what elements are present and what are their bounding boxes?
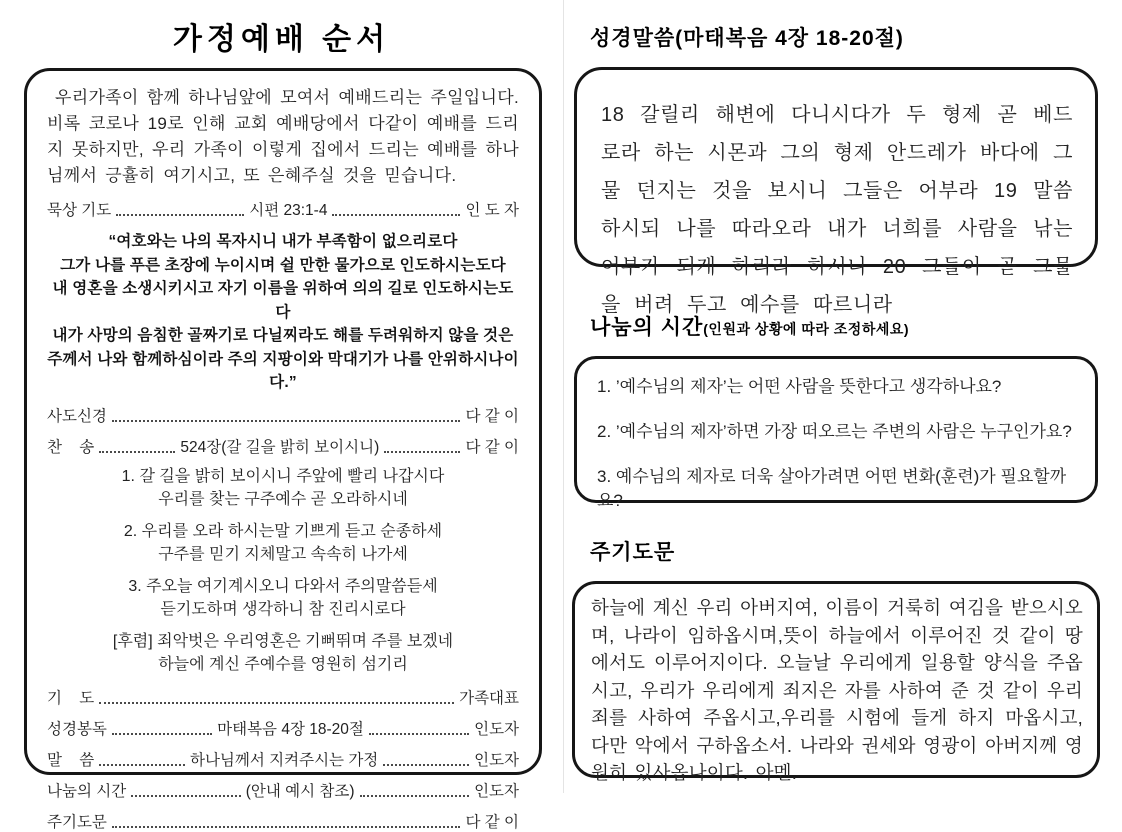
question-item: 1. ’예수님의 제자’는 어떤 사람을 뜻한다고 생각하나요? xyxy=(597,377,1002,396)
psalm-line: 주께서 나와 함께하심이라 주의 지팡이와 막대기가 나를 안위하시나이다.” xyxy=(47,350,519,391)
dot-leader xyxy=(131,795,241,797)
order-line-lords-prayer xyxy=(47,810,519,832)
order-label: 사도신경 xyxy=(47,407,107,425)
dot-leader xyxy=(332,214,460,216)
scripture-text: 18 갈릴리 해변에 다니시다가 두 형제 곧 베드로라 하는 시몬과 그의 형제 안드레가 바다에 그물 던지는 것을 보시니 그들은 어부라 19 말씀하시되 나를 따라오라 내가 너희를 사람을 낚는 어부가 되게 하리라 하시니 20 그들이 곧 그물을 버려 두고 예수를 따르니라 xyxy=(601,104,1073,316)
order-label: 찬 송 xyxy=(47,438,95,456)
hymn-line: 1. 갈 길을 밝히 보이시니 주앞에 빨리 나갑시다 xyxy=(121,467,445,485)
dot-leader xyxy=(384,451,460,453)
order-performer: 가족대표 xyxy=(459,689,519,707)
dot-leader xyxy=(99,451,175,453)
intro-paragraph: 우리가족이 함께 하나님앞에 모여서 예배드리는 주일입니다. 비록 코로나 19로 인해 교회 예배당에서 다같이 예배를 드리지 못하지만, 우리 가족이 이렇게 집에서 드리는 예배를 하나님께서 긍휼히 여기시고, 또 은혜주실 것을 믿습니다. xyxy=(47,88,519,185)
sharing-title: 나눔의 시간 xyxy=(590,316,704,339)
psalm-quote xyxy=(47,230,519,395)
order-performer: 다 같 이 xyxy=(465,438,519,456)
dot-leader xyxy=(383,764,469,766)
order-detail: (안내 예시 참조) xyxy=(245,782,355,800)
hymn-line: 구주를 믿기 지체말고 속속히 나가세 xyxy=(158,546,408,563)
order-detail: 524장(갈 길을 밝히 보이시니) xyxy=(180,438,380,456)
dot-leader xyxy=(360,795,470,797)
dot-leader xyxy=(112,420,461,422)
order-line-reading xyxy=(47,717,519,739)
hymn-line: 3. 주오늘 여기계시오니 다와서 주의말씀듣세 xyxy=(128,577,438,595)
hymn-refrain xyxy=(47,630,519,677)
prayer-text: 하늘에 계신 우리 아버지여, 이름이 거룩히 여김을 받으시오며, 나라이 임하옵시며,뜻이 하늘에서 이루어진 것 같이 땅에서도 이루어지이다. 오늘날 우리에게 일용할 양식을 주옵시고, 우리가 우리에게 죄지은 자를 사하여 준 것 같이 우리 죄를 사하여 주옵시고,우리를 시험에 들게 하지 마옵시고, 다만 악에서 구하옵소서. 나라와 권세와 영광이 아버지께 영원히 있사옵나이다. 아멘. xyxy=(591,597,1083,783)
order-performer: 인 도 자 xyxy=(465,202,520,219)
order-label: 성경봉독 xyxy=(47,720,107,738)
order-label: 기 도 xyxy=(47,689,95,707)
worship-order-box xyxy=(24,68,542,831)
order-label: 묵상 기도 xyxy=(47,202,112,219)
dot-leader xyxy=(369,733,469,735)
sharing-heading xyxy=(590,311,1122,341)
dot-leader xyxy=(116,214,244,216)
order-detail: 시편 23:1-4 xyxy=(249,202,328,219)
hymn-stanza-2 xyxy=(47,520,519,567)
scripture-heading: 성경말씀(마태복음 4장 18-20절) xyxy=(590,27,904,50)
right-page xyxy=(564,0,1122,793)
scripture-box xyxy=(574,67,1098,316)
sharing-subtitle: (인원과 상황에 따라 조정하세요) xyxy=(703,321,910,337)
page-title: 가정예배 순서 xyxy=(172,23,391,56)
order-detail: 마태복음 4장 18-20절 xyxy=(217,720,364,738)
order-performer: 다 같 이 xyxy=(465,813,519,831)
order-label: 나눔의 시간 xyxy=(47,782,127,800)
order-performer: 다 같 이 xyxy=(465,407,519,425)
hymn-line: 듣기도하며 생각하니 참 진리시로다 xyxy=(160,601,406,618)
hymn-stanza-1 xyxy=(47,465,519,512)
dot-leader xyxy=(99,702,454,704)
order-performer: 인도자 xyxy=(474,782,519,800)
order-detail: 하나님께서 지켜주시는 가정 xyxy=(189,751,379,769)
order-label: 말 씀 xyxy=(47,751,95,769)
hymn-line: [후렴] 죄악벗은 우리영혼은 기뻐뛰며 주를 보겠네 xyxy=(112,632,454,650)
order-line-meditation xyxy=(47,198,519,220)
question-item: 2. ’예수님의 제자’하면 가장 떠오르는 주변의 사람은 누구인가요? xyxy=(597,422,1072,441)
dot-leader xyxy=(99,764,185,766)
order-line-creed xyxy=(47,404,519,426)
questions-box xyxy=(574,356,1098,510)
dot-leader xyxy=(112,826,461,828)
dot-leader xyxy=(112,733,212,735)
order-line-sharing xyxy=(47,779,519,801)
order-performer: 인도자 xyxy=(474,751,520,769)
prayer-heading: 주기도문 xyxy=(590,541,676,564)
psalm-line: 내 영혼을 소생시키시고 자기 이름을 위하여 의의 길로 인도하시는도다 xyxy=(52,280,514,321)
prayer-box xyxy=(572,581,1100,783)
order-line-hymn xyxy=(47,435,519,457)
psalm-line: 그가 나를 푸른 초장에 누이시며 쉴 만한 물가으로 인도하시는도다 xyxy=(60,256,506,274)
psalm-line: 내가 사망의 음침한 골짜기로 다닐찌라도 해를 두려워하지 않을 것은 xyxy=(52,327,514,344)
order-line-prayer xyxy=(47,686,519,708)
order-line-sermon xyxy=(47,748,519,770)
order-label: 주기도문 xyxy=(47,813,107,831)
hymn-stanza-3 xyxy=(47,575,519,622)
hymn-line: 우리를 찾는 구주예수 곧 오라하시네 xyxy=(158,491,408,508)
hymn-line: 하늘에 계신 주예수를 영원히 섬기리 xyxy=(158,656,408,673)
order-performer: 인도자 xyxy=(474,720,520,738)
hymn-line: 2. 우리를 오라 하시는말 기쁘게 듣고 순종하세 xyxy=(123,522,443,540)
psalm-line: “여호와는 나의 목자시니 내가 부족함이 없으리로다 xyxy=(108,233,458,250)
question-item: 3. 예수님의 제자로 더욱 살아가려면 어떤 변화(훈련)가 필요할까요? xyxy=(597,467,1067,510)
